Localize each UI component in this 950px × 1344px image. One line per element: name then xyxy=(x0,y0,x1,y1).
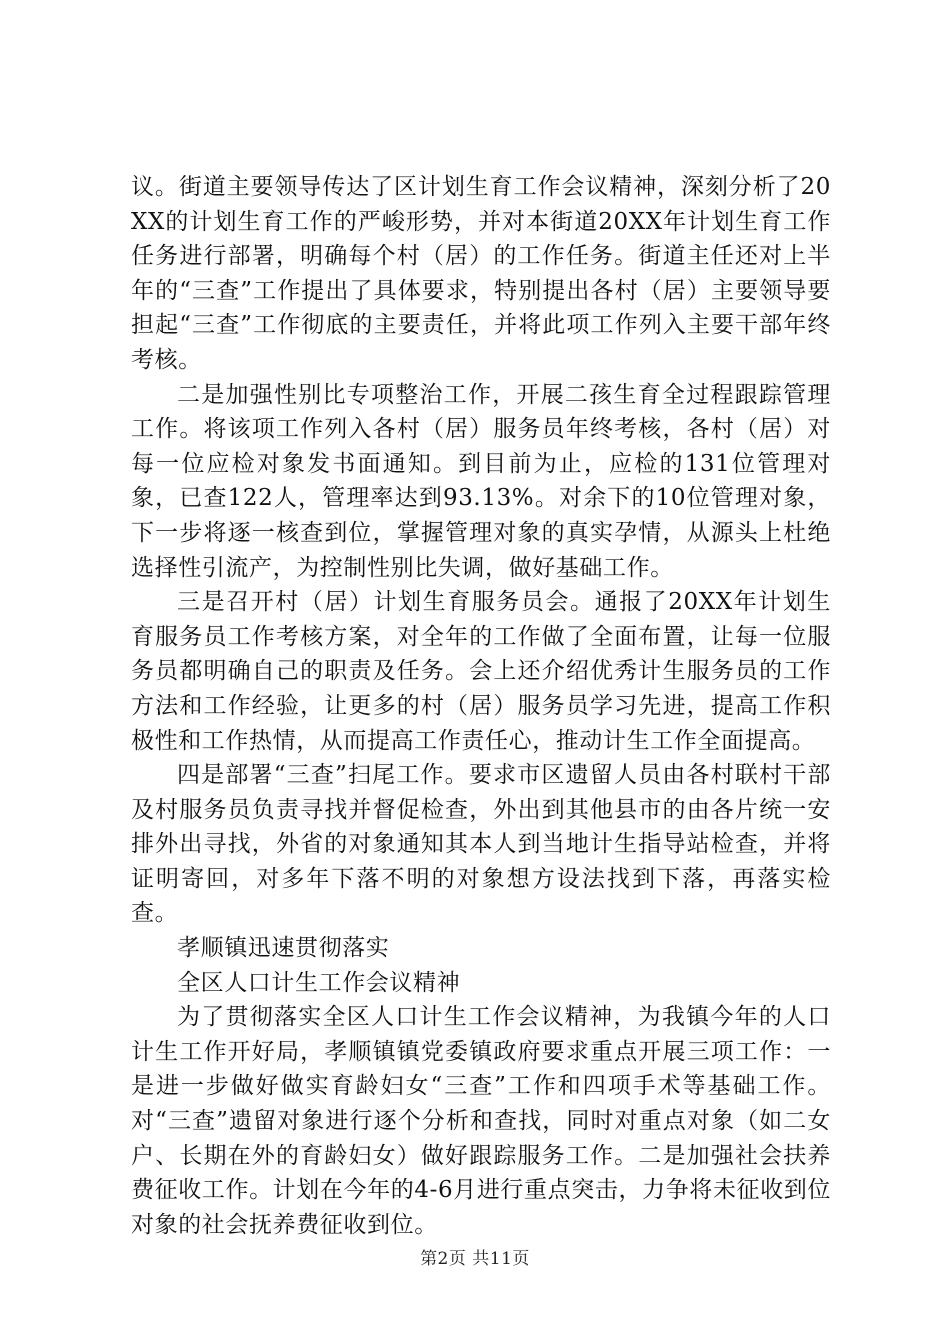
document-body xyxy=(131,170,831,1242)
page-number-footer: 第2页 共11页 xyxy=(420,1249,530,1269)
paragraph-service-meeting: 三是召开村（居）计划生育服务员会。通报了20XX年计划生育服务员工作考核方案，对全年的工作做了全面布置，让每一位服务员都明确自己的职责及任务。会上还介绍优秀计生服务员的工作方法和工作经验，让更多的村（居）服务员学习先进，提高工作积极性和工作热情，从而提高工作责任心，推动计生工作全面提高。 xyxy=(131,589,831,754)
paragraph-continuation: 议。街道主要领导传达了区计划生育工作会议精神，深刻分析了20XX的计划生育工作的严峻形势，并对本街道20XX年计划生育工作任务进行部署，明确每个村（居）的工作任务。街道主任还对上半年的“三查”工作提出了具体要求，特别提出各村（居）主要领导要担起“三查”工作彻底的主要责任，并将此项工作列入主要干部年终考核。 xyxy=(131,174,831,373)
paragraph-gender-ratio: 二是加强性别比专项整治工作，开展二孩生育全过程跟踪管理工作。将该项工作列入各村（居）服务员年终考核，各村（居）对每一位应检对象发书面通知。到目前为止，应检的131位管理对象，已查122人，管理率达到93.13%。对余下的10位管理对象，下一步将逐一核查到位，掌握管理对象的真实孕情，从源头上杜绝选择性引流产，为控制性别比失调，做好基础工作。 xyxy=(131,381,831,581)
section-heading-line-1: 孝顺镇迅速贯彻落实 xyxy=(177,935,390,962)
section-heading-line-2: 全区人口计生工作会议精神 xyxy=(177,969,461,996)
paragraph-xiaoshun-town: 为了贯彻落实全区人口计生工作会议精神，为我镇今年的人口计生工作开好局，孝顺镇镇党委镇政府要求重点开展三项工作：一是进一步做好做实育龄妇女“三查”工作和四项手术等基础工作。对“三查”遗留对象进行逐个分析和查找，同时对重点对象（如二女户、长期在外的育龄妇女）做好跟踪服务工作。二是加强社会扶养费征收工作。计划在今年的4-6月进行重点突击，力争将未征收到位对象的社会抚养费征收到位。 xyxy=(131,1004,831,1238)
paragraph-three-checks: 四是部署“三查”扫尾工作。要求市区遗留人员由各村联村干部及村服务员负责寻找并督促检查，外出到其他县市的由各片统一安排外出寻找，外省的对象通知其本人到当地计生指导站检查，并将证明寄回，对多年下落不明的对象想方设法找到下落，再落实检查。 xyxy=(131,762,831,927)
